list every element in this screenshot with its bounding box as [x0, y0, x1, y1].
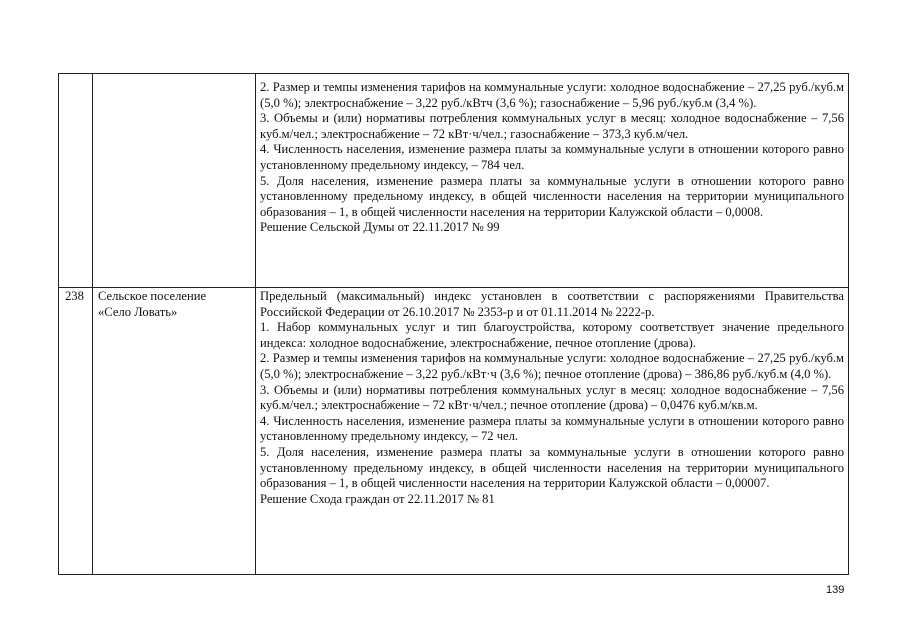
row-number-cell: 238 — [59, 288, 93, 575]
population-share-paragraph: 5. Доля населения, изменение размера платы за коммунальные услуги в отношении которого равно установленному предельному индексу, в общей численности населения на территории муниципального образования – 1, в общей численности населения на территории Калужской области – 0,0008. — [260, 173, 844, 219]
page-number: 139 — [826, 584, 845, 596]
tariff-index-table — [58, 73, 849, 575]
index-details-cell — [256, 288, 849, 575]
row-number-cell — [59, 74, 93, 288]
decision-reference: Решение Схода граждан от 22.11.2017 № 81 — [260, 491, 495, 506]
index-details-cell — [256, 74, 849, 288]
population-share-paragraph: 5. Доля населения, изменение размера платы за коммунальные услуги в отношении которого равно установленному предельному индексу, в общей численности населения на территории муниципального образования – 1, в общей численности населения на территории Калужской области – 0,00007. — [260, 444, 844, 491]
consumption-volume-paragraph: 3. Объемы и (или) нормативы потребления коммунальных услуг в месяц: холодное водоснабжение – 7,56 куб.м/чел.; электроснабжение – 72 кВт·ч/чел.; печное отопление (дрова) – 0,0476 куб.м/кв.м. — [260, 382, 844, 413]
settlement-name-cell — [93, 74, 256, 288]
population-count-paragraph: 4. Численность населения, изменение размера платы за коммунальные услуги в отношении которого равно установленному предельному индексу, – 72 чел. — [260, 413, 844, 444]
decision-reference: Решение Сельской Думы от 22.11.2017 № 99 — [260, 220, 500, 235]
utility-set-paragraph: 1. Набор коммунальных услуг и тип благоустройства, которому соответствует значение предельного индекса: холодное водоснабжение, электроснабжение, печное отопление (дрова). — [260, 320, 844, 350]
settlement-name: «Село Ловать» — [98, 304, 178, 319]
settlement-type: Сельское поселение — [98, 289, 207, 303]
table-row — [59, 288, 849, 575]
tariff-growth-paragraph: 2. Размер и темпы изменения тарифов на коммунальные услуги: холодное водоснабжение – 27,25 руб./куб.м (5,0 %); электроснабжение – 3,22 руб./кВтч (3,6 %); газоснабжение – 5,96 руб./куб.м (3,4 %). — [260, 80, 844, 110]
index-basis-paragraph: Предельный (максимальный) индекс установлен в соответствии с распоряжениями Правительства Российской Федерации от 26.10.2017 № 2353-р и от 01.11.2014 № 2222-р. — [260, 289, 844, 319]
population-count-paragraph: 4. Численность населения, изменение размера платы за коммунальные услуги в отношении которого равно установленному предельному индексу, – 784 чел. — [260, 142, 844, 172]
table-row — [59, 74, 849, 288]
tariff-growth-paragraph: 2. Размер и темпы изменения тарифов на коммунальные услуги: холодное водоснабжение – 27,25 руб./куб.м (5,0 %); электроснабжение – 3,22 руб./кВт·ч (3,6 %); печное отопление (дрова) – 386,86 руб./куб.м (4,0 %). — [260, 351, 844, 381]
settlement-name-cell — [93, 288, 256, 575]
consumption-volume-paragraph: 3. Объемы и (или) нормативы потребления коммунальных услуг в месяц: холодное водоснабжение – 7,56 куб.м/чел.; электроснабжение – 72 кВт·ч/чел.; газоснабжение – 373,3 куб.м/чел. — [260, 111, 844, 141]
